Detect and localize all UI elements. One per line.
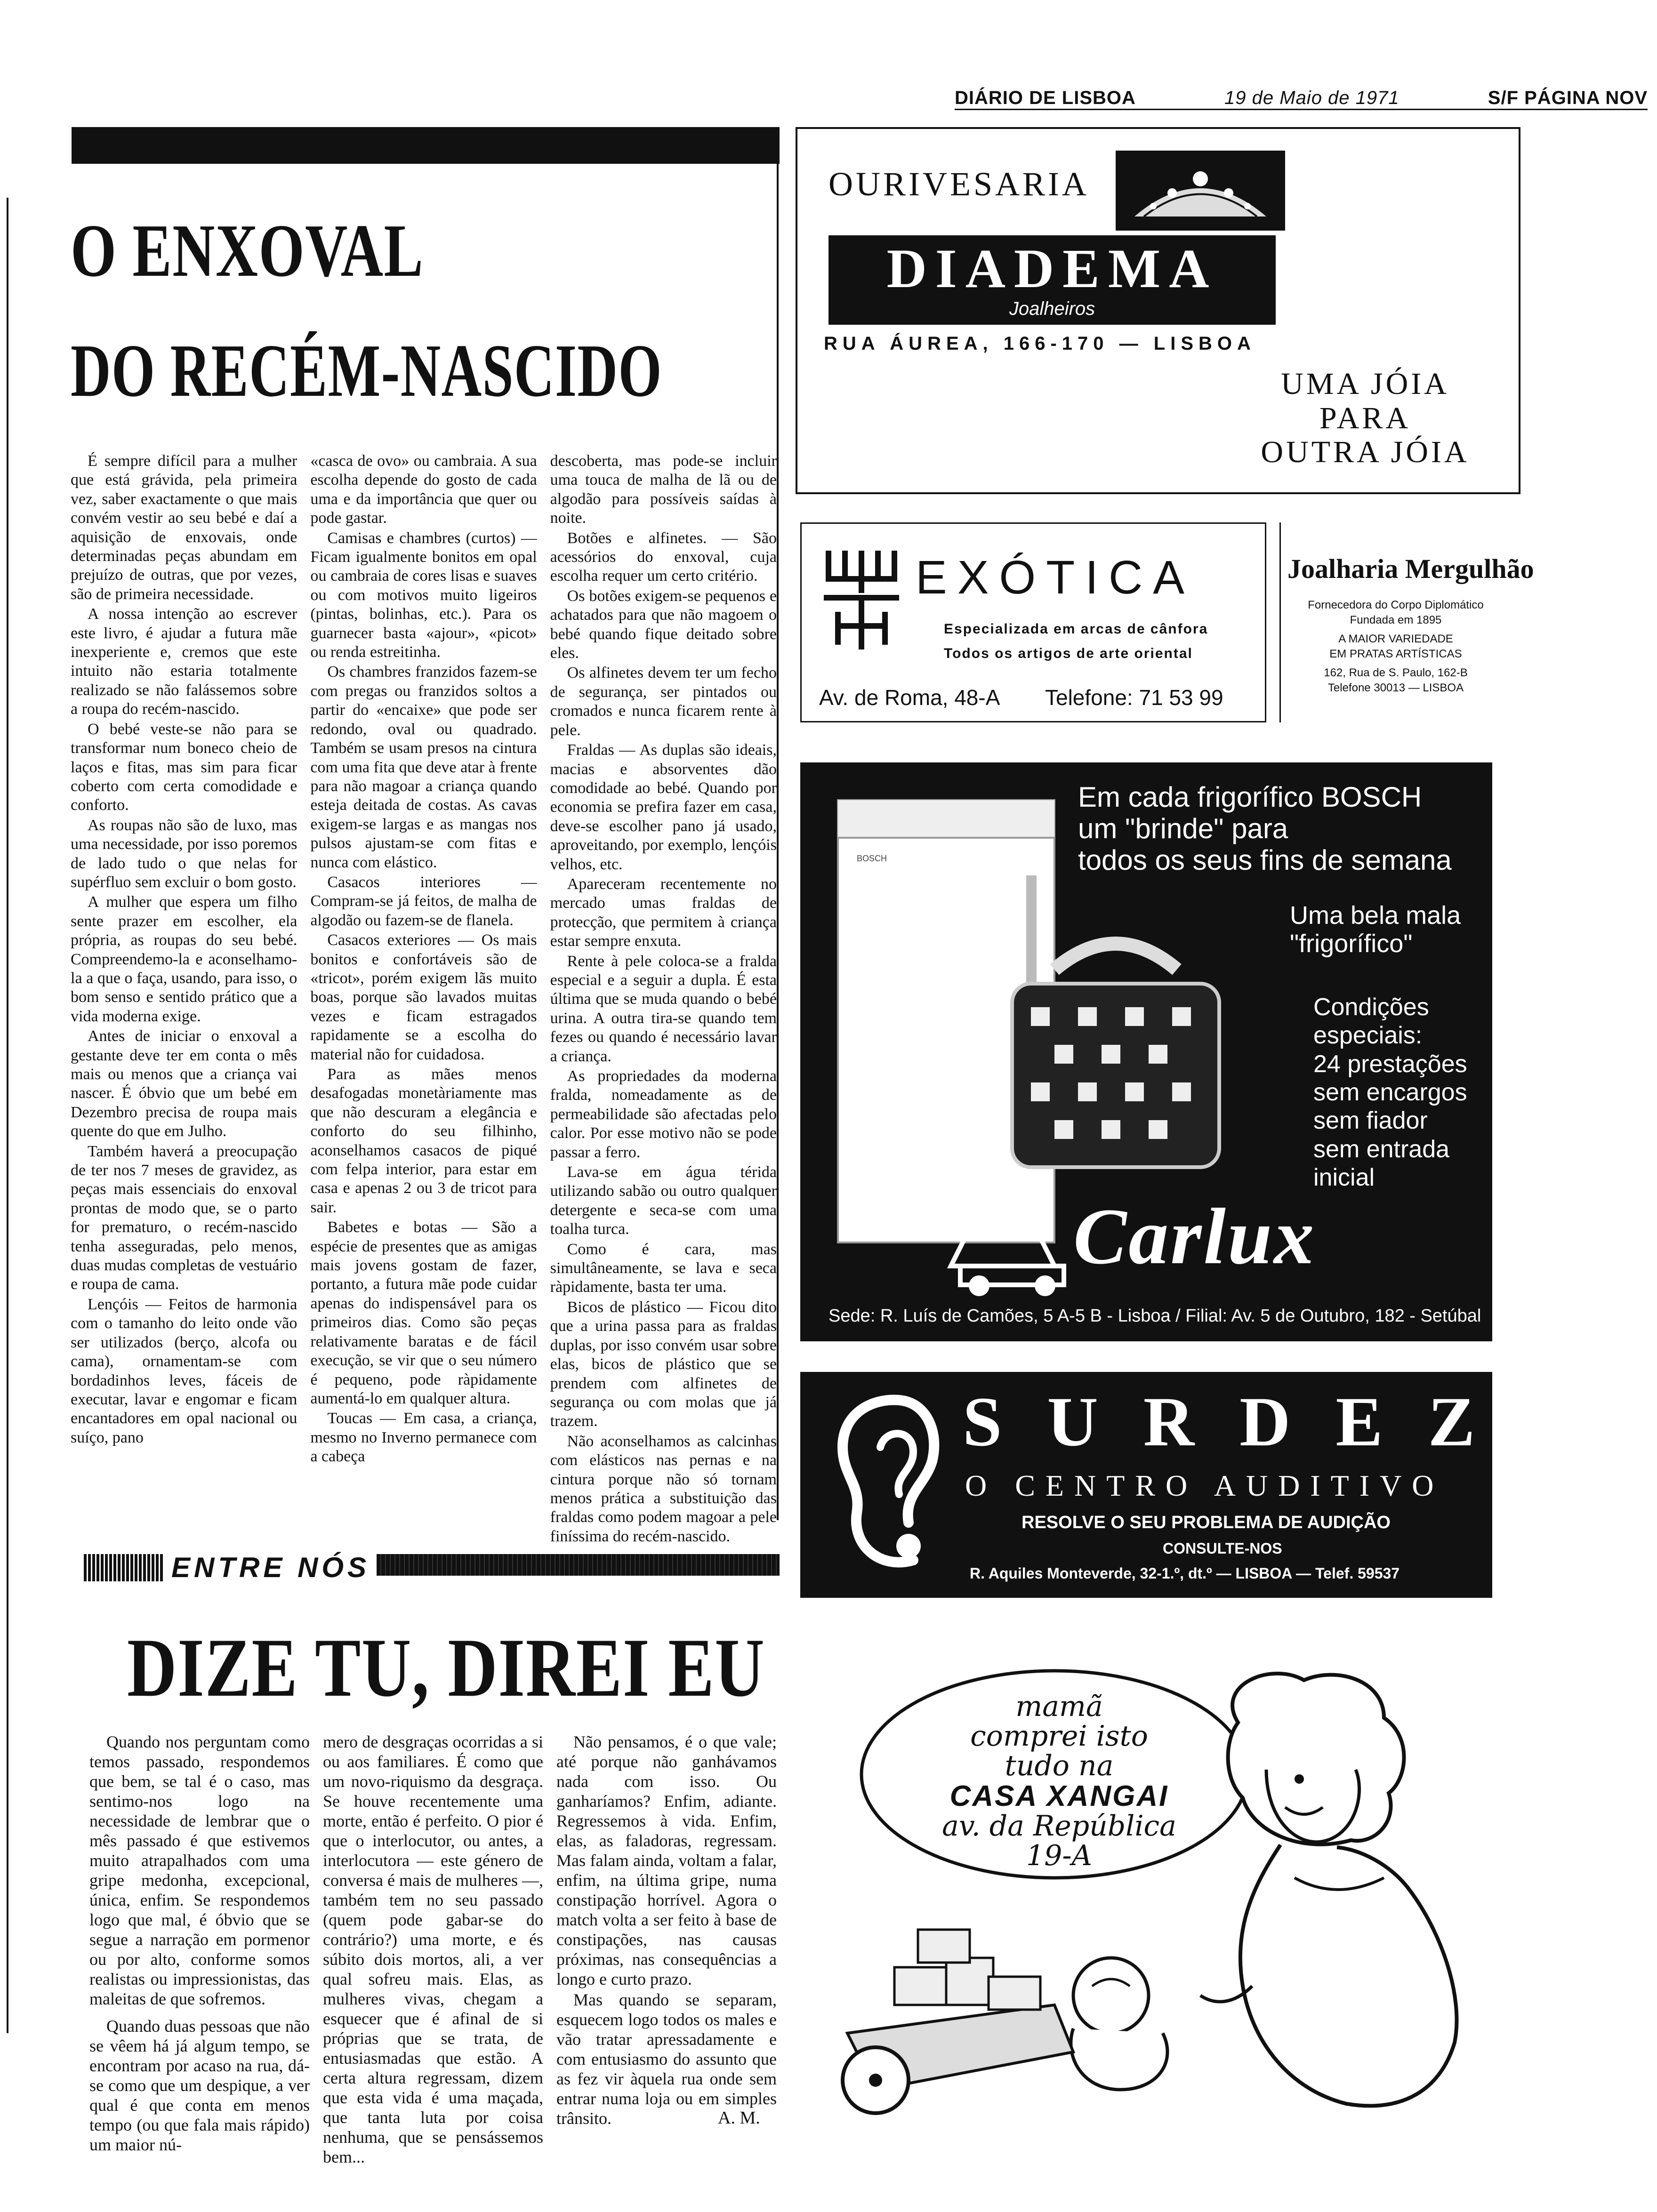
cartoon-bubble-text xyxy=(866,1692,1252,1871)
issue-date: 19 de Maio de 1971 xyxy=(1224,88,1400,108)
paragraph: Quando nos perguntam como temos passado, respondemos que bem, se tal é o caso, mas sentimo-nos logo na necessidade de lembrar que o mês passado é que estivemos muito atrapalhados com uma gripe medonha, excepcional, única, enfim. Se respondemos logo que mal, é óbvio que se segue a narração em pormenor ou por alto, conforme somos realistas ou impressionistas, das maleitas de que sofremos. xyxy=(89,1732,310,2008)
top-black-bar xyxy=(72,127,780,164)
ad-bosch-offer xyxy=(1290,901,1461,958)
page-label: S/F PÁGINA NOV xyxy=(1488,88,1648,108)
detail-line: Fundada em 1895 xyxy=(1350,614,1442,626)
paragraph: As propriedades da moderna fralda, nomeadamente as de permeabilidade são afectadas pelo calor. Por esse motivo não se pode passar a ferro. xyxy=(550,1067,777,1161)
offer-line: "frigorífico" xyxy=(1290,930,1413,958)
offer-line: Uma bela mala xyxy=(1290,901,1461,930)
ad-exotica-line1: Especializada em arcas de cânfora xyxy=(944,621,1208,637)
condition-line: sem fiador xyxy=(1313,1107,1428,1135)
article2-column-1 xyxy=(89,1732,310,2154)
article2-title: DIZE TU, DIREI EU xyxy=(127,1621,765,1714)
section-hatch xyxy=(84,1554,164,1581)
paragraph: Babetes e botas — São a espécie de presentes que as amigas mais jovens gostam de fazer, portanto, a futura mãe pode cuidar apenas do indispensável para os primeiros dias. Como são peças relativamente baratas e de fácil execução, se vir que o seu número é pequeno, pode ràpidamente aumentá-lo em qualquer altura. xyxy=(310,1218,537,1407)
ad-surdez-title: SURDEZ xyxy=(963,1383,1520,1461)
condition-line: Condições xyxy=(1313,994,1429,1021)
store-name: CASA XANGAI xyxy=(949,1780,1169,1812)
paragraph: Rente à pele coloca-se a fralda especial e a seguir a dupla. É esta última que se muda quando o bebé urina. A outra tira-se quando tem fezes ou quando é necessário lavar a criança. xyxy=(550,952,777,1065)
article2-column-2 xyxy=(323,1732,543,2166)
paragraph: Os alfinetes devem ter um fecho de segurança, ser pintados ou cromados e nunca ficarem rente à pele. xyxy=(550,664,777,739)
section-tag xyxy=(84,1551,370,1584)
masthead xyxy=(955,88,1648,110)
bubble-line: av. da República xyxy=(942,1810,1176,1843)
paragraph: Antes de iniciar o enxoval a gestante deve ter em conta o mês mais ou menos que a criança vai nascer. É óbvio que um bebé em Dezembro precisa de roupa mais quente do que em Julho. xyxy=(71,1027,298,1140)
ad-ourivesaria-address: RUA ÁUREA, 166-170 — LISBOA xyxy=(824,333,1256,354)
ad-exotica-name: EXÓTICA xyxy=(916,551,1195,604)
ad-mergulhao-rule xyxy=(1279,522,1281,722)
ad-diadema-banner xyxy=(828,235,1276,325)
paragraph: Casacos interiores — Compram-se já feitos, de malha de algodão ou fazem-se de flanela. xyxy=(310,873,537,929)
slogan-line: PARA xyxy=(1319,401,1411,435)
ad-surdez-line3: R. Aquiles Monteverde, 32-1.º, dt.º — LISBOA — Telef. 59537 xyxy=(970,1565,1400,1582)
article2-signature: A. M. xyxy=(718,2108,760,2128)
bubble-line: comprei isto xyxy=(970,1720,1148,1753)
truck-logo-icon xyxy=(941,1205,1078,1299)
bubble-line: 19-A xyxy=(1026,1839,1092,1873)
paragraph: Toucas — Em casa, a criança, mesmo no Inverno permanece com a cabeça xyxy=(310,1410,537,1466)
ad-bosch-headline xyxy=(1078,781,1452,876)
ad-diadema-sub: Joalheiros xyxy=(1009,298,1095,319)
ad-surdez-line1: RESOLVE O SEU PROBLEMA DE AUDIÇÃO xyxy=(1022,1513,1391,1532)
ad-surdez-line2: CONSULTE-NOS xyxy=(1163,1540,1282,1557)
tiara-icon xyxy=(1116,151,1285,231)
condition-line: sem entrada xyxy=(1313,1135,1450,1163)
paragraph: Também haverá a preocupação de ter nos 7 meses de gravidez, as peças mais essenciais do enxoval prontas de modo que, se o parto for prematuro, o recém-nascido tenha asseguradas, pelo menos, duas mudas completas de vestuário e roupa de cama. xyxy=(71,1142,298,1293)
paragraph: Os botões exigem-se pequenos e achatados para que não magoem o bebé quando fique deitado sobre eles. xyxy=(550,587,777,662)
paragraph: A nossa intenção ao escrever este livro, é ajudar a futura mãe inexperiente e, cremos que este intuito não estaria totalmente realizado se não falássemos sobre a roupa do recém-nascido. xyxy=(71,605,298,718)
fridge-brand-label: BOSCH xyxy=(857,854,887,863)
section-label: ENTRE NÓS xyxy=(171,1552,370,1583)
paragraph: Lava-se em água térida utilizando sabão ou outro qualquer detergente e seca-se com uma toalha turca. xyxy=(550,1163,777,1238)
paragraph: Bicos de plástico — Ficou dito que a urina passa para as fraldas duplas, por isso convém usar sobre elas, bicos de plástico que se prendem com alfinetes de segurança ou com molas que já trazem. xyxy=(550,1298,777,1430)
article-title-line2: DO RECÉM-NASCIDO xyxy=(71,329,663,412)
ear-icon xyxy=(824,1391,946,1579)
detail-line: 162, Rua de S. Paulo, 162-B xyxy=(1324,666,1468,679)
paragraph: O bebé veste-se não para se transformar num boneco cheio de laços e fitas, mas sim para ficar coberto com certa comodidade e conforto. xyxy=(71,720,298,814)
paragraph: Camisas e chambres (curtos) — Ficam igualmente bonitos em opal ou cambraia de cores lisas e suaves ou com motivos muito ligeiros (pintas, bolinhas, etc.). Para os guarnecer basta «ajour», «picot» ou renda estreitinha. xyxy=(310,529,537,661)
condition-line: especiais: xyxy=(1313,1022,1423,1050)
condition-line: inicial xyxy=(1313,1163,1375,1191)
bubble-line: mamã xyxy=(1015,1690,1103,1723)
article-right-rule xyxy=(777,127,779,1520)
paragraph: Não pensamos, é o que vale; até porque não ganhávamos nada com isso. Ou ganharíamos? Enfim, adiante. Regressemos à vida. Enfim, elas, as faladoras, regressam. Mas falam ainda, voltam a falar, enfim, na última gripe, numa constipação horrível. Agora o match volta a ser feito à base de constipações, nas causas próximas, nas consequências a longo e curto prazo. xyxy=(556,1732,777,1988)
article-column-3 xyxy=(550,452,777,1545)
paragraph: mero de desgraças ocorridas a si ou aos familiares. É como que um novo-riquismo da desgraça. Se houve recentemente uma morte, então é perfeito. O pior é que o interlocutor, ou antes, a interlocutora — este género de conversa é mais de mulheres —, também tem no seu passado (quem pode gabar-se do contrário?) uma morte, e és súbito dois mortos, ali, a ver qual sofreu mais. Elas, as mulheres vivas, chegam a esquecer que é afinal de si próprias que se trata, de entusiasmadas que estão. A certa altura regressam, dizem que esta vida é uma maçada, que tanta luta por coisa nenhuma, que se pensássemos bem... xyxy=(323,1732,543,2166)
article-body xyxy=(71,452,777,1545)
article-column-1 xyxy=(71,452,297,1525)
detail-line: A MAIOR VARIEDADE xyxy=(1338,633,1453,645)
article2-body xyxy=(89,1732,777,2166)
slogan-line: UMA JÓIA xyxy=(1281,367,1449,401)
ad-surdez-subtitle: O CENTRO AUDITIVO xyxy=(965,1469,1444,1502)
ad-carlux-logo: Carlux xyxy=(1073,1192,1316,1281)
article-title-line1: O ENXOVAL xyxy=(71,208,424,292)
paper-name: DIÁRIO DE LISBOA xyxy=(955,88,1136,108)
detail-line: Fornecedora do Corpo Diplomático xyxy=(1308,599,1484,611)
slogan-line: OUTRA JÓIA xyxy=(1261,435,1470,470)
paragraph: Fraldas — As duplas são ideais, macias e absorventes dão comodidade ao bebé. Quando por economia se prefira fazer em casa, deve-se escolher pano já usado, aproveitando, por exemplo, lençóis velhos, etc. xyxy=(550,741,777,873)
ad-diadema-name: DIADEMA xyxy=(886,237,1218,299)
section-tag-bar xyxy=(377,1554,780,1576)
ad-ourivesaria-title: OURIVESARIA xyxy=(828,165,1090,203)
paragraph: Apareceram recentemente no mercado umas fraldas de protecção, que permitem à criança estar sempre enxuta. xyxy=(550,875,777,950)
paragraph: Como é cara, mas simultâneamente, se lava e seca ràpidamente, basta ter uma. xyxy=(550,1240,777,1296)
paragraph: As roupas não são de luxo, mas uma necessidade, por isso poremos de lado tudo o que nelas for supérfluo sem excluir o bom gosto. xyxy=(71,816,298,891)
cooler-bag-image xyxy=(984,927,1247,1191)
paragraph: Mas quando se separam, esquecem logo todos os males e vão tratar apressadamente e com entusiasmo do assunto que as fez vir àquela rua onde sem entrar numa loja ou em simples trânsito. xyxy=(556,1990,777,2128)
article2-column-3 xyxy=(556,1732,777,2128)
paragraph: Quando duas pessoas que não se vêem há já algum tempo, se encontram por acaso na rua, dá-se como que um despique, a ver qual é que conta em menos tempo (ou que fala mais rápido) um maior nú- xyxy=(89,2017,310,2154)
article-column-2 xyxy=(310,452,537,1525)
ad-exotica-line2: Todos os artigos de arte oriental xyxy=(944,646,1193,661)
paragraph: Não aconselhamos as calcinhas com elásticos nas pernas e na cintura porque não só tornam menos prática a substituição das fraldas como podem magoar a pele finíssima do recém-nascido. xyxy=(550,1432,777,1545)
detail-line: EM PRATAS ARTÍSTICAS xyxy=(1329,648,1462,660)
ad-exotica-phone: Telefone: 71 53 99 xyxy=(1045,685,1223,710)
bubble-line: tudo na xyxy=(1005,1749,1114,1782)
left-margin-rule xyxy=(7,198,8,2033)
paragraph: Os chambres franzidos fazem-se com pregas ou franzidos soltos a partir do «encaixe» que pode ser redondo, oval ou quadrado. Também se usam presos na cintura com uma fita que deve atar à frente para não magoar a criança quando esteja deitada de costas. As cavas exigem-se largas e as mangas nos pulsos ajustam-se com fitas e nunca com elástico. xyxy=(310,663,537,871)
headline-line: Em cada frigorífico BOSCH xyxy=(1078,781,1422,813)
detail-line: Telefone 30013 — LISBOA xyxy=(1327,681,1464,694)
headline-line: um "brinde" para xyxy=(1078,813,1288,845)
headline-line: todos os seus fins de semana xyxy=(1078,844,1452,876)
paragraph: A mulher que espera um filho sente prazer em escolher, ela própria, as roupas do seu bebé. Compreendemo-la e aconselhamo-la a que o faça, usando, para isso, o bom senso e sentido prático que a vida moderna exige. xyxy=(71,893,298,1025)
condition-line: 24 prestações xyxy=(1313,1050,1467,1078)
ad-bosch-conditions xyxy=(1313,993,1467,1192)
ad-exotica-address: Av. de Roma, 48-A xyxy=(819,685,1000,710)
ad-bosch-footer: Sede: R. Luís de Camões, 5 A-5 B - Lisboa / Filial: Av. 5 de Outubro, 182 - Setúbal xyxy=(828,1306,1481,1326)
paragraph: «casca de ovo» ou cambraia. A sua escolha depende do gosto de cada uma e da importância que quer ou pode gastar. xyxy=(310,452,537,527)
oriental-glyph-icon xyxy=(819,541,904,654)
ad-mergulhao-name: Joalharia Mergulhão xyxy=(1287,553,1534,584)
paragraph: Botões e alfinetes. — São acessórios do enxoval, cuja escolha requer um certo critério. xyxy=(550,529,777,585)
paragraph: É sempre difícil para a mulher que está grávida, pela primeira vez, saber exactamente o que mais convém vestir ao seu bebé e daí a aquisição de enxovais, onde determinadas peças abundam em prejuízo de outras, que por vezes, são de primeira necessidade. xyxy=(71,452,298,603)
paragraph: Lençóis — Feitos de harmonia com o tamanho do leito onde vão ser utilizados (berço, alcofa ou cama), ornamentam-se com bordadinhos leves, fáceis de executar, lavar e engomar e ficam encantadores em opal nacional ou suíço, pano xyxy=(71,1295,298,1446)
ad-mergulhao-details xyxy=(1285,598,1506,696)
paragraph: Casacos exteriores — Os mais bonitos e confortáveis são de «tricot», porém exigem lãs muito boas, porque são lavados muitas vezes e ficam estragados rapidamente se a escolha do material não for cuidadosa. xyxy=(310,931,537,1063)
paragraph: Para as mães menos desafogadas monetàriamente mas que não descuram a elegância e conforto do seu filhinho, aconselhamos casacos de piqué com felpa interior, para estar em casa e apenas 2 ou 3 de tricot para sair. xyxy=(310,1066,537,1216)
condition-line: sem encargos xyxy=(1313,1078,1467,1106)
paragraph: descoberta, mas pode-se incluir uma touca de malha de lã ou de algodão para possíveis saídas à noite. xyxy=(550,452,777,527)
ad-ourivesaria-slogan xyxy=(1233,367,1497,470)
